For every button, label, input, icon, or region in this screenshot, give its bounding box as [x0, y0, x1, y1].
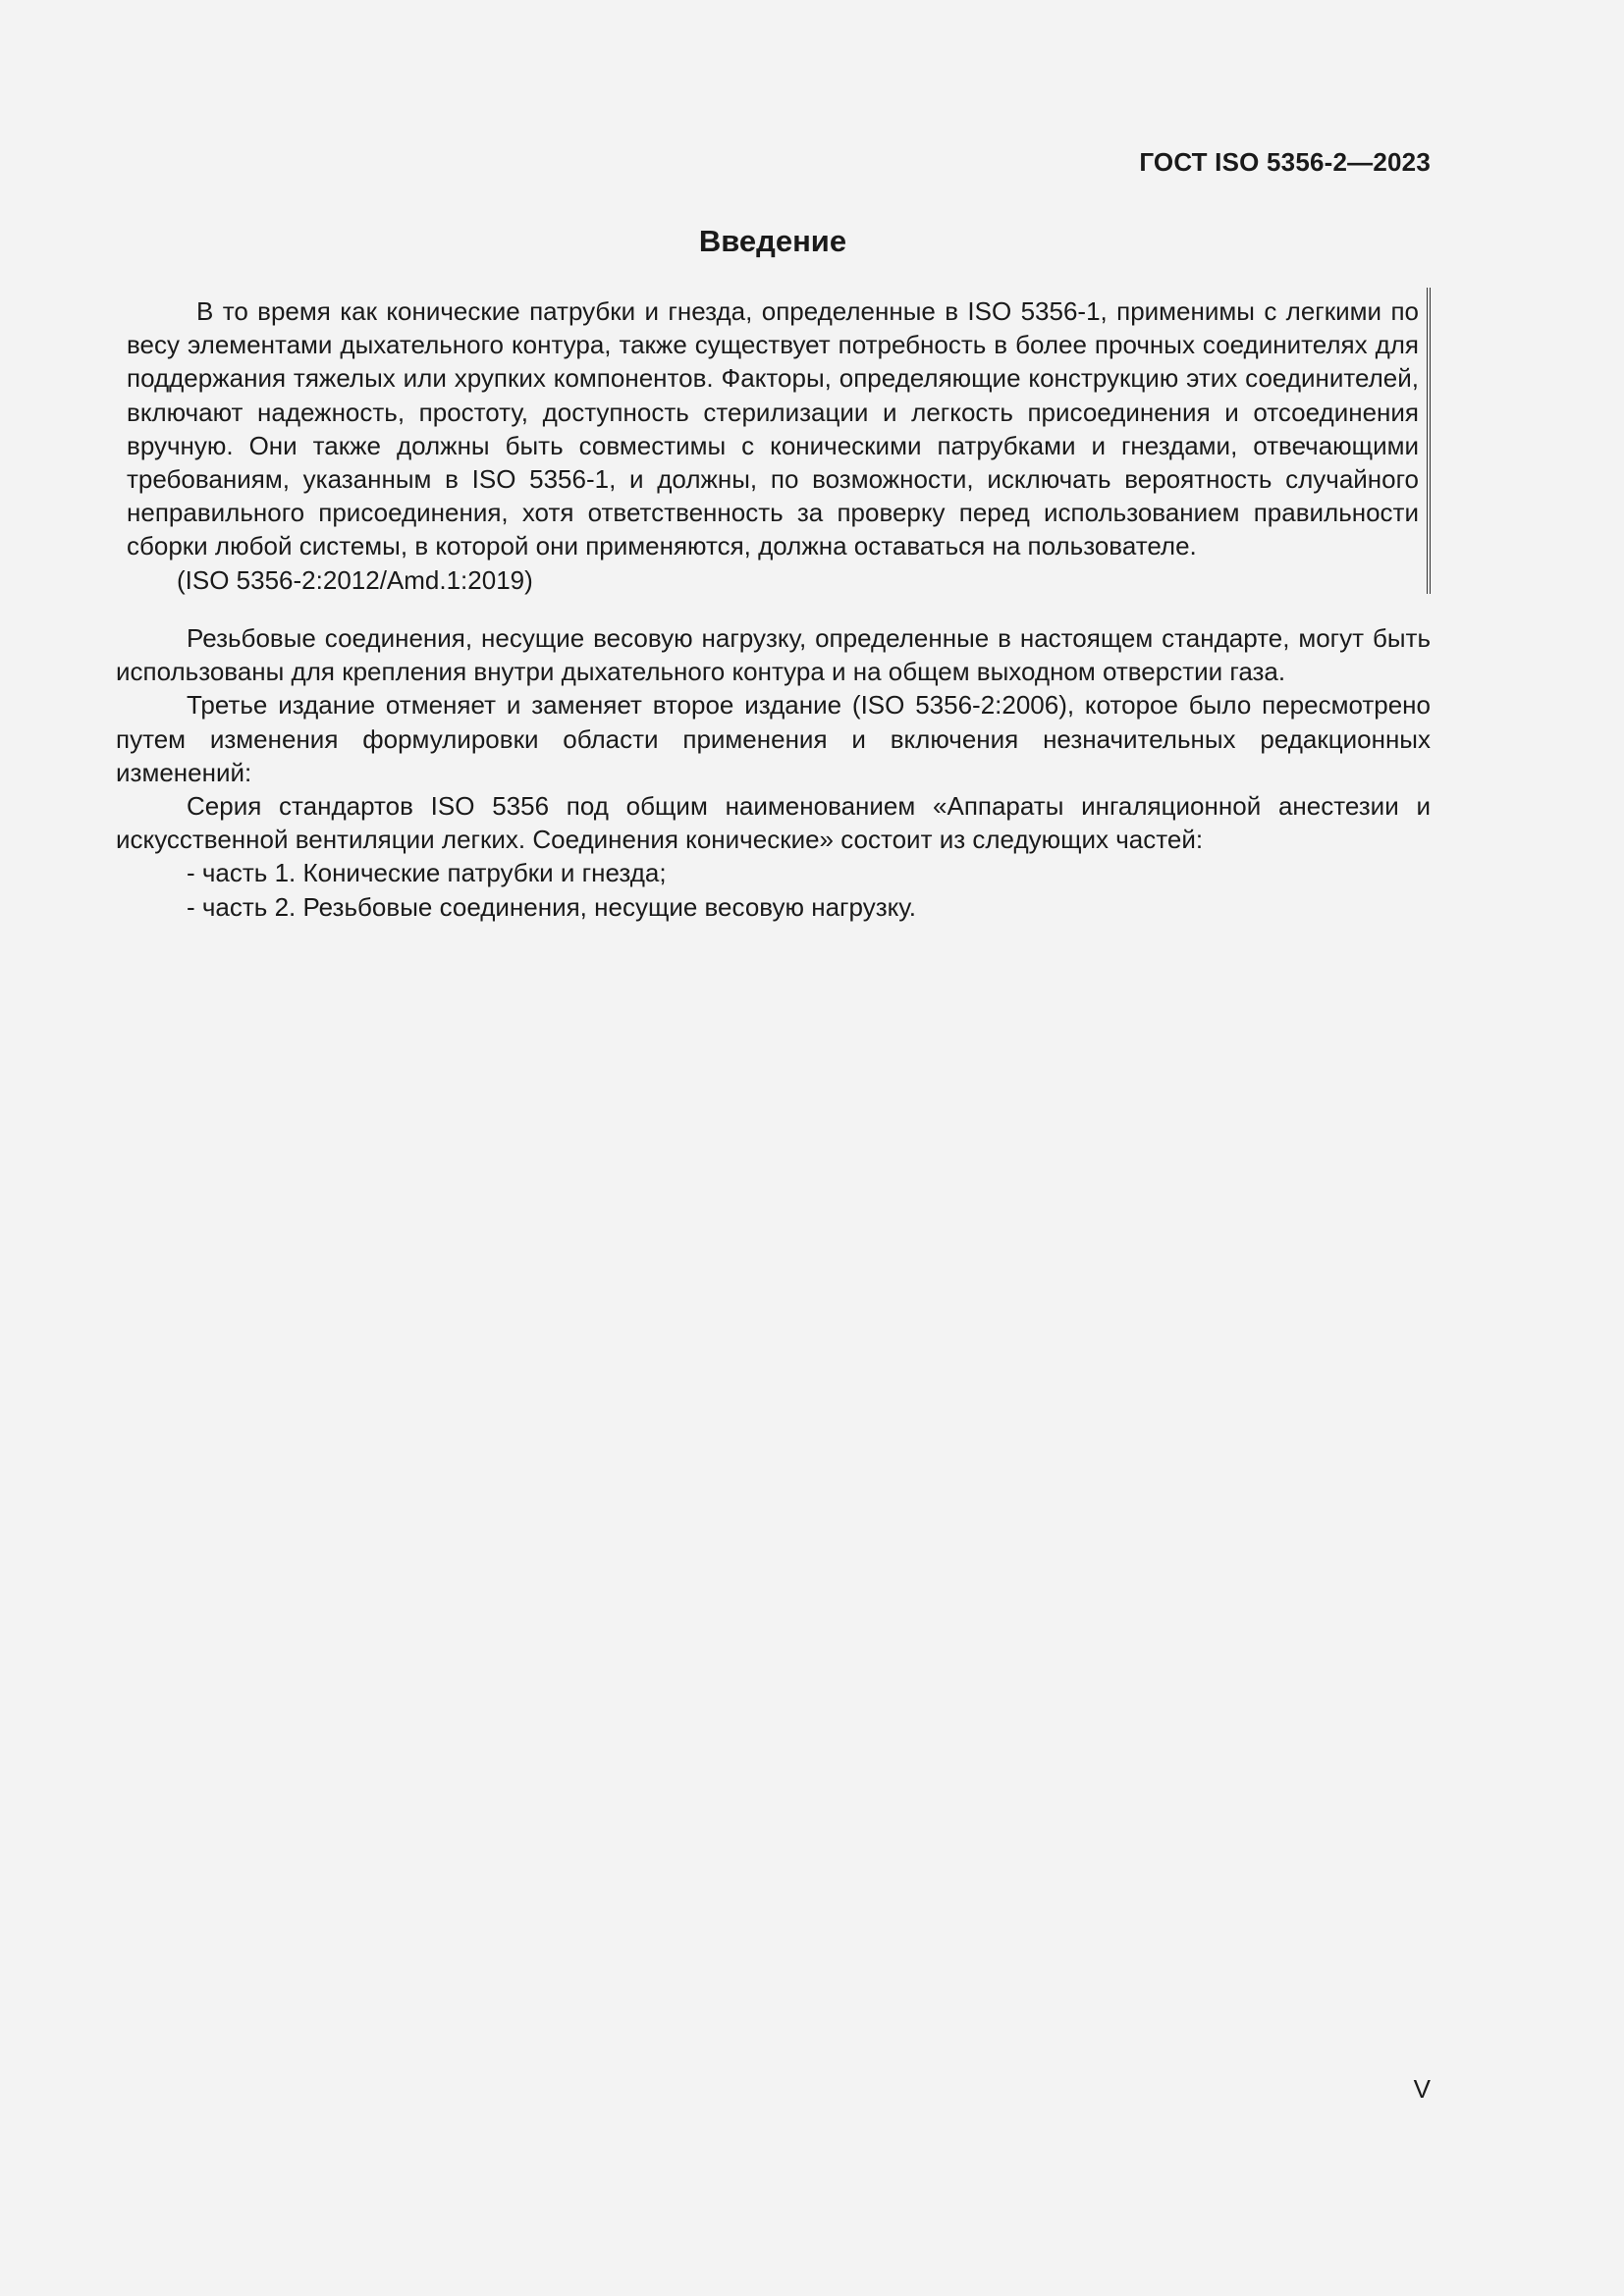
- paragraph-third-edition: Третье издание отменяет и заменяет второе издание (ISO 5356-2:2006), которое было пересмотрено путем изменения формулировки области применения и включения незначительных редакционных изменений:: [116, 690, 1431, 787]
- document-code-header: ГОСТ ISO 5356-2—2023: [1139, 147, 1431, 177]
- list-item: - часть 2. Резьбовые соединения, несущие весовую нагрузку.: [187, 891, 916, 922]
- page-number: V: [1413, 2074, 1431, 2104]
- amended-paragraph: В то время как конические патрубки и гнезда, определенные в ISO 5356-1, применимы с легкими по весу элементами дыхательного контура, также существует потребность в более прочных соединителях для поддержания тяжелых или хрупких компонентов. Факторы, определяющие конструкцию этих соединителей, включают надежность, простоту, доступность стерилизации и легкость присоединения и отсоединения вручную. Они также должны быть совместимы с коническими патрубками и гнездами, отвечающими требованиям, указанным в ISO 5356-1, и должны, по возможности, исключать вероятность случайного неправильного присоединения, хотя ответственность за проверку перед использованием правильности сборки любой системы, в которой они применяются, должна оставаться на пользователе.: [127, 296, 1419, 561]
- list-item: - часть 1. Конические патрубки и гнезда;: [187, 858, 667, 888]
- amendment-change-bar: [1427, 288, 1431, 594]
- paragraph-threaded-connectors: Резьбовые соединения, несущие весовую нагрузку, определенные в настоящем стандарте, могут быть использованы для крепления внутри дыхательного контура и на общем выходном отверстии газа.: [116, 623, 1431, 687]
- amendment-citation: (ISO 5356-2:2012/Amd.1:2019): [177, 564, 533, 595]
- section-title: Введение: [698, 224, 847, 258]
- amended-text-block: [127, 294, 1419, 597]
- paragraph-standard-series: Серия стандартов ISO 5356 под общим наименованием «Аппараты ингаляционной анестезии и искусственной вентиляции легких. Соединения конические» состоит из следующих частей:: [116, 791, 1431, 855]
- body-text: [116, 621, 1431, 924]
